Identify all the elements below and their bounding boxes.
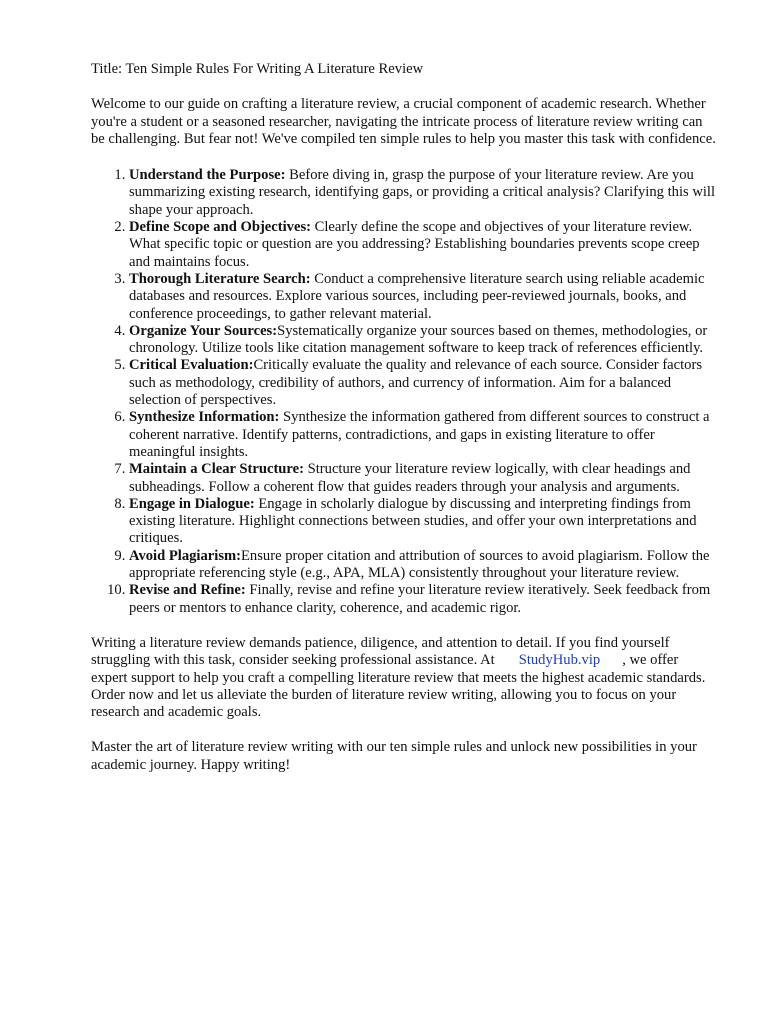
rule-item [129, 167, 716, 219]
rule-text: Synthesize the information gathered from different sources to construct a coherent narrative. Identify patterns, contradictions, and gaps in existing literature to offer meaningful insights. [129, 409, 710, 460]
closing-text-before-link: Writing a literature review demands patience, diligence, and attention to detail. If you find yourself struggling with this task, consider seeking professional assistance. At [91, 634, 670, 669]
rule-item [129, 461, 716, 496]
rule-text: Engage in scholarly dialogue by discussing and interpreting findings from existing literature. Highlight connections between studies, and offer your own interpretations and critiques. [129, 495, 697, 547]
rule-heading: Critical Evaluation: [129, 357, 254, 374]
rule-heading: Organize Your Sources: [129, 322, 278, 339]
rule-item [129, 357, 716, 409]
rule-item [129, 409, 716, 461]
rule-text: Systematically organize your sources based on themes, methodologies, or chronology. Utilize tools like citation management software to keep track of references efficiently. [129, 322, 708, 357]
rule-heading: Understand the Purpose: [129, 167, 286, 184]
rule-heading: Thorough Literature Search: [129, 270, 311, 287]
rule-heading: Revise and Refine: [129, 582, 246, 599]
rule-item [129, 548, 716, 583]
intro-paragraph: Welcome to our guide on crafting a literature review, a crucial component of academic research. Whether you're a student or a seasoned researcher, navigating the intricate process of literature review writing can be challenging. But fear not! We've compiled ten simple rules to help you master this task with confidence. [91, 96, 716, 147]
rule-text: Finally, revise and refine your literature review iteratively. Seek feedback from peers or mentors to enhance clarity, coherence, and academic rigor. [129, 582, 711, 616]
rule-text: Structure your literature review logically, with clear headings and subheadings. Follow a coherent flow that guides readers through your analysis and arguments. [129, 461, 691, 495]
rule-text: Critically evaluate the quality and relevance of each source. Consider factors such as methodology, credibility of authors, and currency of information. Aim for a balanced selection of perspectives. [129, 357, 703, 409]
rule-text: Ensure proper citation and attribution of sources to avoid plagiarism. Follow the appropriate referencing style (e.g., APA, MLA) consistently throughout your literature review. [129, 547, 710, 582]
document-title: Title: Ten Simple Rules For Writing A Literature Review [91, 61, 424, 77]
rule-text: Clearly define the scope and objectives of your literature review. What specific topic or question are you addressing? Establishing boundaries prevents scope creep and maintains focus. [129, 219, 700, 270]
closing-text-after-link: , we offer expert support to help you craft a compelling literature review that meets the highest academic standards. Order now and let us alleviate the burden of literature review writing, allowing you to focus on your research and academic goals. [91, 652, 706, 721]
rule-heading: Engage in Dialogue: [129, 495, 255, 512]
rule-item [129, 323, 716, 358]
rule-text: Before diving in, grasp the purpose of your literature review. Are you summarizing existing research, identifying gaps, or providing a critical analysis? Clarifying this will shape your approach. [129, 167, 716, 218]
rule-item [129, 496, 716, 548]
studyhub-link[interactable]: StudyHub.vip [518, 652, 601, 669]
rule-text: Conduct a comprehensive literature search using reliable academic databases and resources. Explore various sources, including peer-reviewed journals, books, and conference proceedings, to gather relevant material. [129, 270, 705, 322]
rule-heading: Define Scope and Objectives: [129, 219, 311, 236]
closing-paragraph [91, 635, 716, 721]
rule-item [129, 219, 716, 271]
rules-list [91, 167, 716, 617]
rule-item [129, 271, 716, 323]
final-paragraph: Master the art of literature review writing with our ten simple rules and unlock new possibilities in your academic journey. Happy writing! [91, 739, 697, 773]
document-body [91, 61, 716, 774]
rule-heading: Avoid Plagiarism: [129, 547, 242, 564]
rule-heading: Maintain a Clear Structure: [129, 461, 304, 478]
rule-item [129, 582, 716, 617]
rule-heading: Synthesize Information: [129, 409, 280, 426]
